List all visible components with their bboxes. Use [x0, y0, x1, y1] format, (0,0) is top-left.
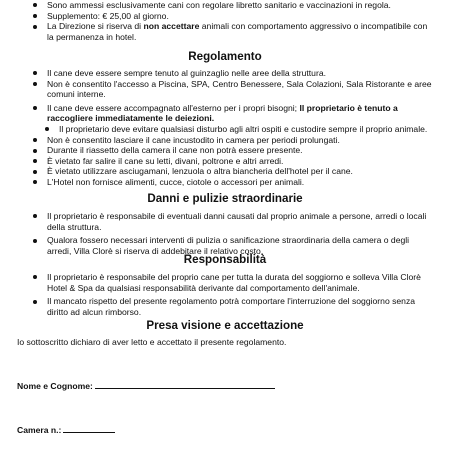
bold-not-accept: non accettare: [143, 21, 200, 32]
responsabilita-list: [0, 272, 450, 317]
list-item: Non è consentito lasciare il cane incustodito in camera per periodi prolungati.: [0, 135, 450, 146]
list-item-direction-reserve: La Direzione si riserva di non accettare animali con comportamento aggressivo o incompatibile con la permanenza in hotel.: [0, 21, 450, 42]
room-field[interactable]: [17, 424, 115, 436]
list-item-nested: Il proprietario deve evitare qualsiasi disturbo agli altri ospiti e custodire sempre il proprio animale.: [0, 124, 450, 135]
heading-presa-visione: Presa visione e accettazione: [146, 319, 304, 332]
list-item: L'Hotel non fornisce alimenti, cucce, ciotole o accessori per animali.: [0, 177, 450, 188]
danni-list: [0, 211, 450, 256]
list-item: Il mancato rispetto del presente regolamento potrà comportare l'interruzione del soggiorno senza diritto ad alcun rimborso.: [0, 296, 450, 317]
section-danni: [0, 192, 450, 256]
room-blank-line[interactable]: [63, 424, 115, 433]
heading-regolamento: Regolamento: [188, 50, 262, 63]
list-item: Durante il riassetto della camera il cane non potrà essere presente.: [0, 145, 450, 156]
list-item: Il cane deve essere accompagnato all'esterno per i propri bisogni; Il proprietario è tenuto a raccogliere immediatamente le deiezioni.: [0, 103, 450, 124]
bold-collect-waste: Il proprietario è tenuto a raccogliere immediatamente le deiezioni.: [47, 102, 398, 124]
regolamento-list: [0, 68, 450, 188]
heading-responsabilita: Responsabilità: [183, 253, 267, 266]
list-item: È vietato far salire il cane su letti, divani, poltrone e altri arredi.: [0, 156, 450, 167]
section-regolamento: [0, 50, 450, 188]
section-responsabilita: [0, 253, 450, 317]
name-field[interactable]: [17, 380, 275, 392]
top-list: [0, 0, 450, 42]
list-item: È vietato utilizzare asciugamani, lenzuola o altra biancheria dell'hotel per il cane.: [0, 166, 450, 177]
list-item: Il cane deve essere sempre tenuto al guinzaglio nelle aree della struttura.: [0, 68, 450, 79]
list-item-dogs-admitted: Sono ammessi esclusivamente cani con regolare libretto sanitario e vaccinazioni in regola.: [0, 0, 450, 11]
list-item: Qualora fossero necessari interventi di pulizia o sanificazione straordinaria della camera o degli arredi, Villa Clorè si riserva di addebitare il relativo costo.: [0, 235, 450, 256]
declaration-text: Io sottoscritto dichiaro di aver letto e accettato il presente regolamento.: [17, 337, 287, 347]
room-label: Camera n.:: [17, 425, 62, 435]
list-item-supplement: Supplemento: € 25,00 al giorno.: [0, 11, 450, 22]
name-blank-line[interactable]: [95, 380, 275, 389]
section-presa-visione: [0, 319, 450, 348]
list-item: Il proprietario è responsabile del proprio cane per tutta la durata del soggiorno e solleva Villa Clorè Hotel & Spa da qualsiasi responsabilità derivante dal comportamento dell'animale.: [0, 272, 450, 293]
list-item: Il proprietario è responsabile di eventuali danni causati dal proprio animale a persone, arredi o locali della struttura.: [0, 211, 450, 232]
heading-danni: Danni e pulizie straordinarie: [147, 192, 303, 205]
list-item: Non è consentito l'accesso a Piscina, SPA, Centro Benessere, Sala Colazioni, Sala Ristorante e aree comuni interne.: [0, 79, 450, 100]
name-label: Nome e Cognome:: [17, 381, 93, 391]
